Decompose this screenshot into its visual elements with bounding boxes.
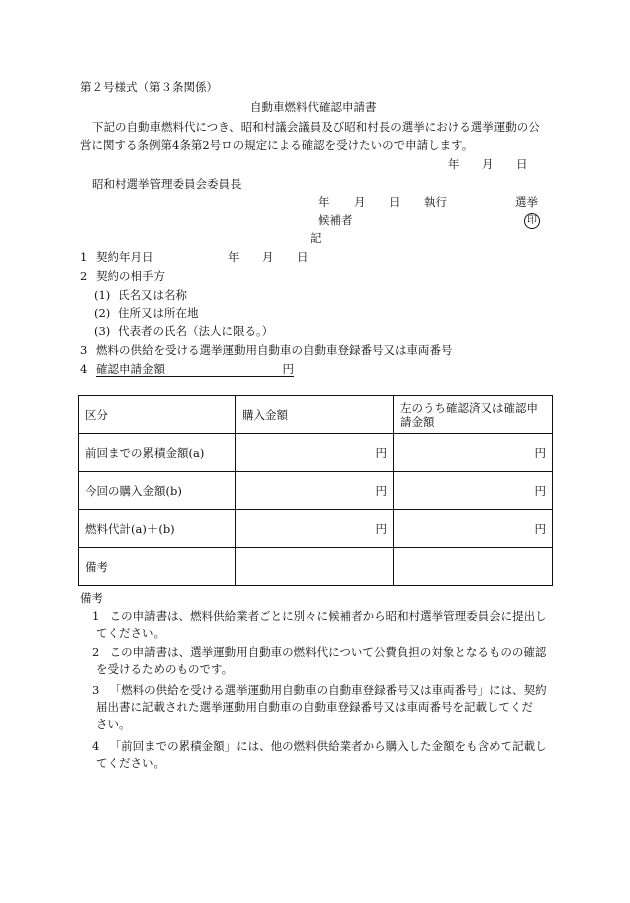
election-month: 月 <box>354 195 366 209</box>
row-label: 前回までの累積金額(a) <box>79 434 236 472</box>
remark-line: 「燃料の供給を受ける選挙運動用自動車の自動車登録番号又は車両番号」には、契約 <box>109 683 547 697</box>
remark-line: を受けるためのものです。 <box>96 662 234 676</box>
row-label: 今回の購入金額(b) <box>79 472 236 510</box>
purchase-amount-cell[interactable]: 円 <box>236 472 394 510</box>
sub-item-1-label: 氏名又は名称 <box>118 288 187 302</box>
remark-item <box>80 644 550 678</box>
confirmed-amount-cell[interactable]: 円 <box>394 434 553 472</box>
document-title: 自動車燃料代確認申請書 <box>250 100 377 114</box>
row-label: 燃料代計(a)＋(b) <box>79 510 236 548</box>
item-2-label: 契約の相手方 <box>96 269 165 283</box>
sub-item-3-number: (3) <box>94 324 111 338</box>
date-year: 年 <box>448 157 460 171</box>
item-4-label: 確認申請金額 <box>96 362 165 376</box>
remark-line: てください。 <box>96 756 165 770</box>
ki-heading: 記 <box>310 231 322 245</box>
seal-icon: 印 <box>524 213 540 229</box>
table-row <box>79 434 553 472</box>
item-2-number: 2 <box>80 269 88 283</box>
table-header-row <box>79 396 553 434</box>
sub-item-2-number: (2) <box>94 306 111 320</box>
candidate-label: 候補者 <box>318 213 353 227</box>
date-day: 日 <box>516 157 528 171</box>
remark-number: 2 <box>92 645 100 659</box>
intro-line-1: 下記の自動車燃料代につき、昭和村議会議員及び昭和村長の選挙における選挙運動の公 <box>92 120 540 134</box>
election-kind: 選挙 <box>515 195 538 209</box>
header-category: 区分 <box>79 396 236 434</box>
purchase-amount-cell[interactable]: 円 <box>236 434 394 472</box>
sub-item-2-label: 住所又は所在地 <box>118 306 199 320</box>
seal-mark <box>524 212 540 229</box>
item-1-month: 月 <box>262 250 274 264</box>
remark-number: 4 <box>92 739 100 753</box>
application-amount-field <box>96 362 294 377</box>
confirmed-amount-cell[interactable]: 円 <box>394 472 553 510</box>
form-label: 第２号様式（第３条関係） <box>80 80 218 94</box>
item-3-number: 3 <box>80 343 88 357</box>
header-confirmed-amount: 左のうち確認済又は確認申請金額 <box>394 396 553 434</box>
remark-number: 3 <box>92 683 100 697</box>
remark-line: さい。 <box>96 717 131 731</box>
election-year: 年 <box>318 195 330 209</box>
item-4-number: 4 <box>80 362 88 376</box>
remark-line: この申請書は、選挙運動用自動車の燃料代について公費負担の対象となるものの確認 <box>109 645 547 659</box>
remark-item <box>80 608 550 642</box>
sub-item-3-label: 代表者の氏名（法人に限る。） <box>118 324 274 338</box>
remark-item <box>80 682 550 733</box>
intro-line-2: 営に関する条例第4条第2号ロの規定による確認を受けたいので申請します。 <box>80 138 474 152</box>
remark-line: てください。 <box>96 626 165 640</box>
purchase-amount-cell[interactable]: 円 <box>236 510 394 548</box>
fuel-amount-table <box>78 395 553 586</box>
sub-item-1-number: (1) <box>94 288 111 302</box>
header-purchase-amount: 購入金額 <box>236 396 394 434</box>
date-month: 月 <box>482 157 494 171</box>
item-1-number: 1 <box>80 250 88 264</box>
remarks-title: 備考 <box>80 591 103 605</box>
remark-line: 「前回までの累積金額」には、他の燃料供給業者から購入した金額をも含めて記載し <box>109 739 547 753</box>
table-row <box>79 510 553 548</box>
table-row <box>79 472 553 510</box>
item-4-unit: 円 <box>282 362 294 376</box>
addressee: 昭和村選挙管理委員会委員長 <box>92 177 242 191</box>
remarks-cell[interactable] <box>236 548 394 586</box>
item-1-year: 年 <box>228 250 240 264</box>
item-3-label: 燃料の供給を受ける選挙運動用自動車の自動車登録番号又は車両番号 <box>96 343 453 357</box>
row-label: 備考 <box>79 548 236 586</box>
election-held: 執行 <box>424 195 447 209</box>
election-day: 日 <box>389 195 401 209</box>
remark-line: この申請書は、燃料供給業者ごとに別々に候補者から昭和村選挙管理委員会に提出し <box>109 609 547 623</box>
remark-item <box>80 738 550 772</box>
remarks-cell[interactable] <box>394 548 553 586</box>
item-1-label: 契約年月日 <box>96 250 154 264</box>
remark-number: 1 <box>92 609 100 623</box>
table-row <box>79 548 553 586</box>
remark-line: 届出書に記載された選挙運動用自動車の自動車登録番号又は車両番号を記載してくだ <box>96 700 533 714</box>
item-1-day: 日 <box>297 250 309 264</box>
confirmed-amount-cell[interactable]: 円 <box>394 510 553 548</box>
